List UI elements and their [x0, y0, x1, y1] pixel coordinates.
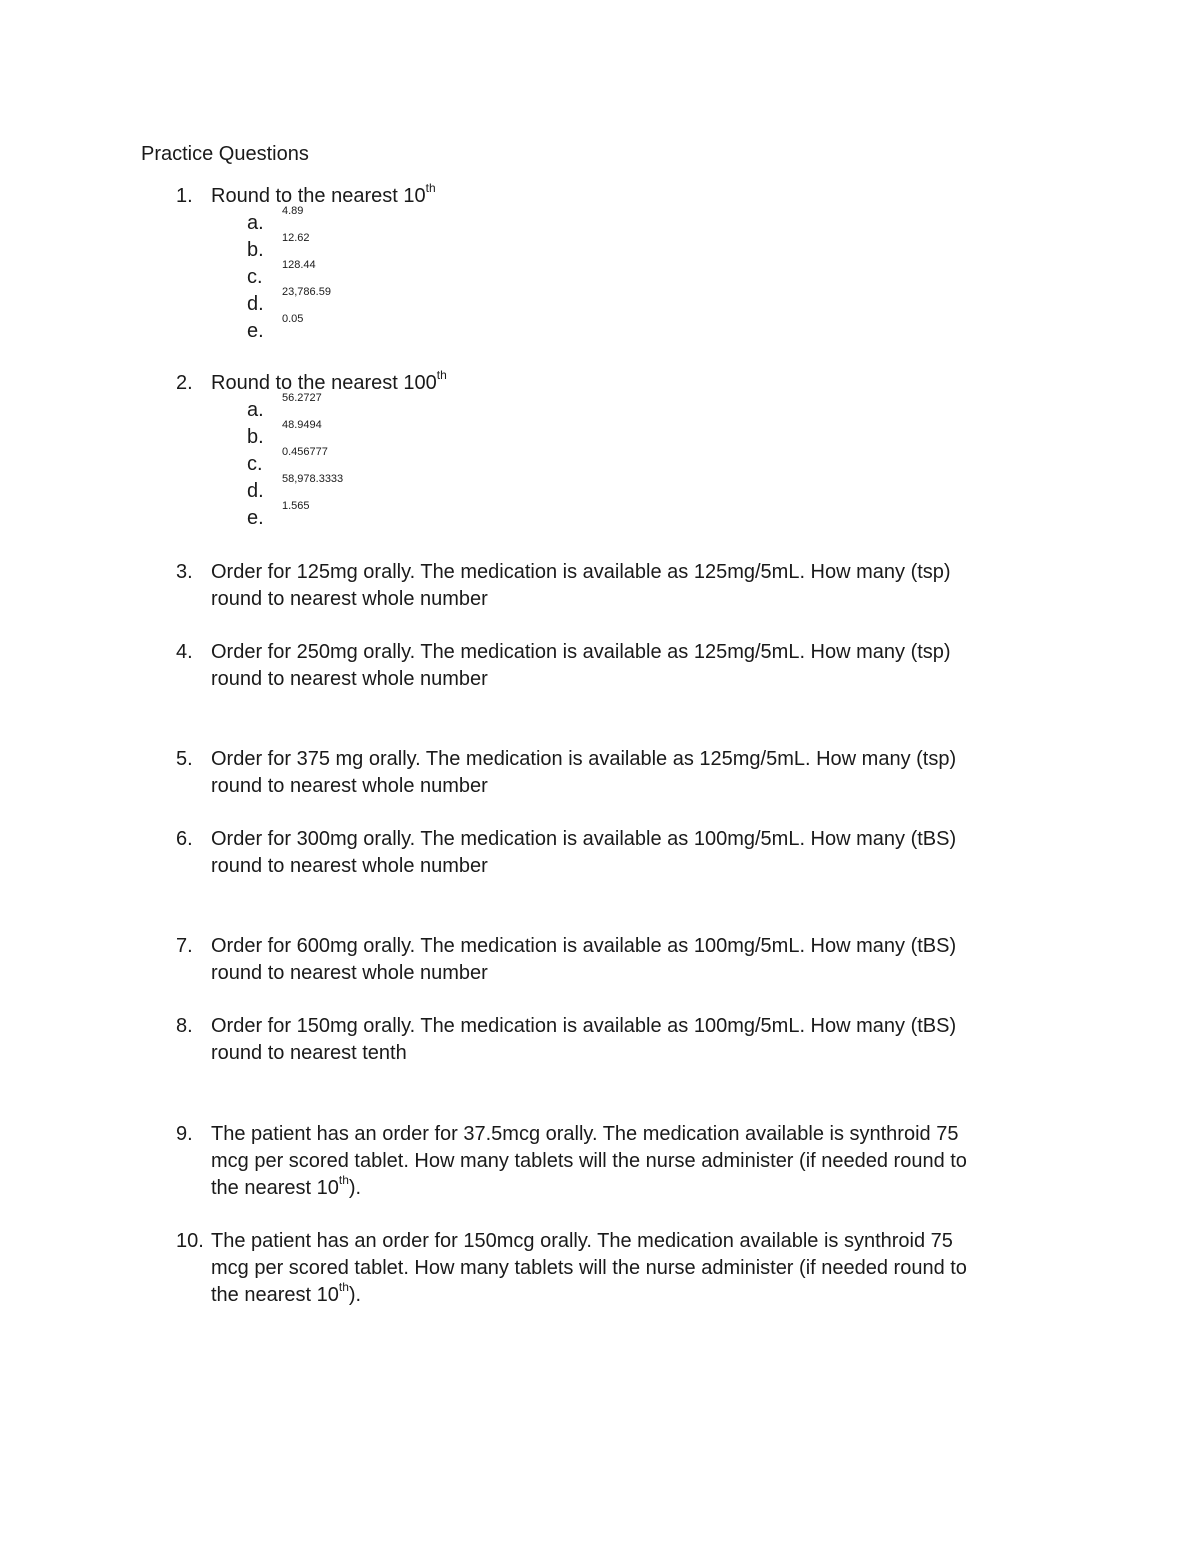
item-letter: b.	[247, 239, 264, 261]
item-letter: c.	[247, 266, 263, 288]
question-number: 5.	[176, 748, 193, 770]
item-value: 58,978.3333	[282, 473, 344, 485]
question-line: mcg per scored tablet. How many tablets will the nurse administer (if needed round to	[211, 1257, 967, 1279]
question-line: The patient has an order for 37.5mcg orally. The medication available is synthroid 75	[211, 1123, 959, 1145]
question-line: Order for 150mg orally. The medication is available as 100mg/5mL. How many (tBS)	[211, 1015, 957, 1037]
question-number: 9.	[176, 1123, 193, 1145]
question-number: 1.	[176, 185, 193, 207]
question-line: the nearest 10	[211, 1284, 339, 1306]
question-number: 7.	[176, 935, 193, 957]
item-letter: c.	[247, 453, 263, 475]
question-number: 10.	[176, 1230, 204, 1252]
item-value: 56.2727	[282, 392, 322, 404]
item-value: 0.456777	[282, 446, 328, 458]
question-line: Order for 250mg orally. The medication is available as 125mg/5mL. How many (tsp)	[211, 641, 951, 663]
page-title: Practice Questions	[141, 143, 309, 165]
question-number: 3.	[176, 561, 193, 583]
item-value: 12.62	[282, 232, 310, 244]
item-letter: b.	[247, 426, 264, 448]
item-letter: a.	[247, 212, 264, 234]
question-line: mcg per scored tablet. How many tablets will the nurse administer (if needed round to	[211, 1150, 967, 1172]
question-line: round to nearest whole number	[211, 775, 488, 797]
question-line: Order for 125mg orally. The medication is available as 125mg/5mL. How many (tsp)	[211, 561, 951, 583]
question-line: Order for 600mg orally. The medication is available as 100mg/5mL. How many (tBS)	[211, 935, 957, 957]
item-letter: e.	[247, 320, 264, 342]
question-text	[211, 933, 1051, 987]
item-value: 128.44	[282, 259, 316, 271]
item-value: 23,786.59	[282, 286, 331, 298]
question-text	[211, 1013, 1051, 1067]
item-letter: d.	[247, 293, 264, 315]
question-text	[211, 559, 1051, 613]
question-text	[211, 639, 1051, 693]
question-line: round to nearest whole number	[211, 588, 488, 610]
question-number: 8.	[176, 1015, 193, 1037]
item-letter: d.	[247, 480, 264, 502]
question-number: 6.	[176, 828, 193, 850]
ordinal-suffix: th	[338, 1280, 349, 1295]
question-line: Order for 375 mg orally. The medication is available as 125mg/5mL. How many (tsp)	[211, 748, 957, 770]
item-letter: a.	[247, 399, 264, 421]
question-line-end: ).	[348, 1284, 362, 1306]
question-line: round to nearest tenth	[211, 1042, 407, 1064]
item-value: 48.9494	[282, 419, 322, 431]
question-prompt: Round to the nearest 10	[211, 185, 426, 207]
question-text	[211, 826, 1051, 880]
question-line: round to nearest whole number	[211, 855, 488, 877]
question-prompt: Round to the nearest 100	[211, 372, 437, 394]
item-value: 4.89	[282, 205, 304, 217]
item-value: 1.565	[282, 500, 310, 512]
question-text	[211, 1228, 1051, 1309]
ordinal-suffix: th	[338, 1173, 349, 1188]
question-text	[211, 1121, 1051, 1202]
question-text	[211, 370, 1051, 397]
question-line-end: ).	[348, 1177, 362, 1199]
item-value: 0.05	[282, 313, 304, 325]
question-line: round to nearest whole number	[211, 668, 488, 690]
question-line: Order for 300mg orally. The medication is available as 100mg/5mL. How many (tBS)	[211, 828, 957, 850]
ordinal-suffix: th	[436, 368, 447, 383]
question-text	[211, 746, 1051, 800]
ordinal-suffix: th	[425, 181, 436, 196]
item-letter: e.	[247, 507, 264, 529]
question-line: The patient has an order for 150mcg orally. The medication available is synthroid 75	[211, 1230, 953, 1252]
question-line: round to nearest whole number	[211, 962, 488, 984]
question-number: 2.	[176, 372, 193, 394]
question-number: 4.	[176, 641, 193, 663]
question-text	[211, 183, 1051, 210]
question-line: the nearest 10	[211, 1177, 339, 1199]
